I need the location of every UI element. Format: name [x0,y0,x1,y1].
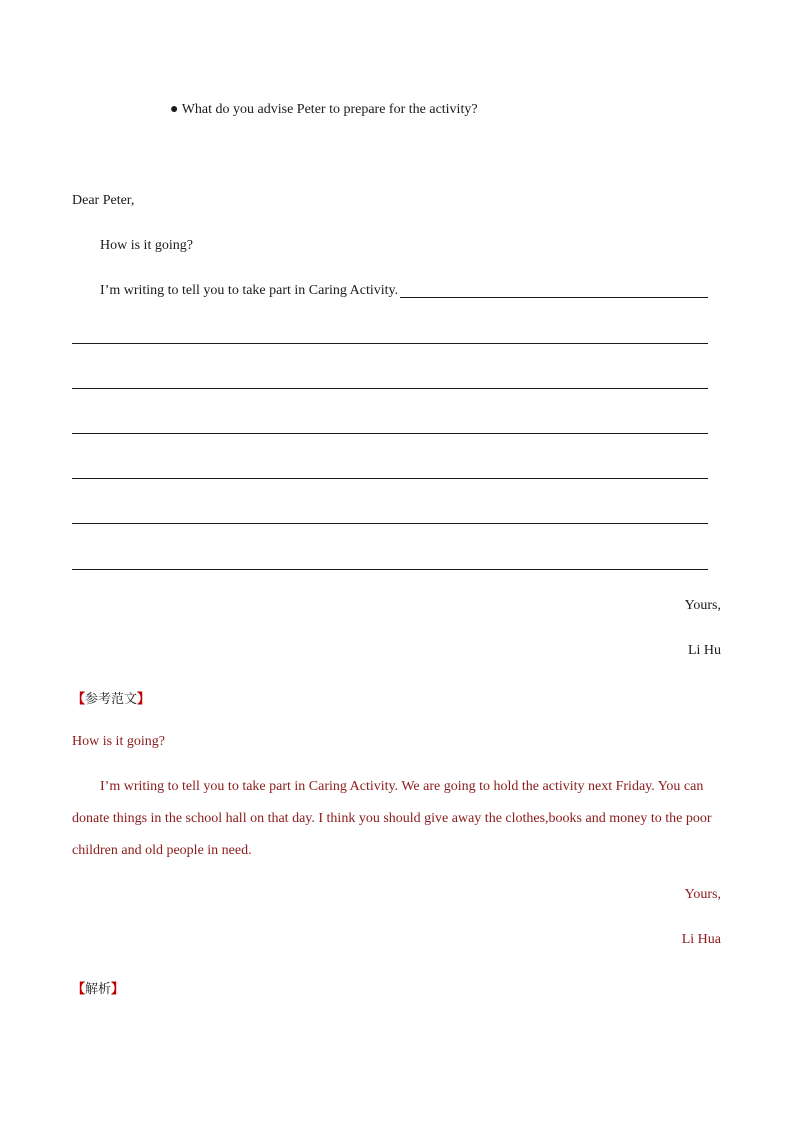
writing-blank-line[interactable] [72,523,708,524]
bracket-close: 】 [137,692,151,707]
bracket-close: 】 [111,982,125,997]
sample-paragraph-line: children and old people in need. [72,843,252,858]
sample-closing: Yours, [684,887,721,902]
sample-signature: Li Hua [681,932,721,947]
sample-paragraph-line: donate things in the school hall on that day. I think you should give away the clothes,books and money to the poor [72,811,712,826]
sample-essay-heading [72,688,150,707]
writing-blank-line[interactable] [72,478,708,479]
bracket-open: 【 [72,692,86,707]
writing-blank-line[interactable] [72,433,708,434]
writing-blank-line[interactable] [72,343,708,344]
writing-blank-line[interactable] [72,388,708,389]
letter-closing: Yours, [684,598,721,613]
writing-blank-inline[interactable] [400,297,708,298]
analysis-heading [72,978,124,997]
letter-greeting: Dear Peter, [72,193,135,208]
letter-line-1: How is it going? [100,238,193,253]
letter-line-2: I’m writing to tell you to take part in Caring Activity. [100,283,399,298]
analysis-title: 解析 [85,982,112,997]
writing-blank-line[interactable] [72,569,708,570]
sample-greeting: How is it going? [72,734,165,749]
sample-paragraph-line: I’m writing to tell you to take part in Caring Activity. We are going to hold the activity next Friday. You can [100,779,704,794]
bullet-icon: ● [170,102,179,117]
letter-signature: Li Hu [687,643,721,658]
sample-essay-title: 参考范文 [85,692,138,707]
prompt-question [170,102,478,118]
prompt-question-text: What do you advise Peter to prepare for the activity? [181,102,478,117]
bracket-open: 【 [72,982,86,997]
